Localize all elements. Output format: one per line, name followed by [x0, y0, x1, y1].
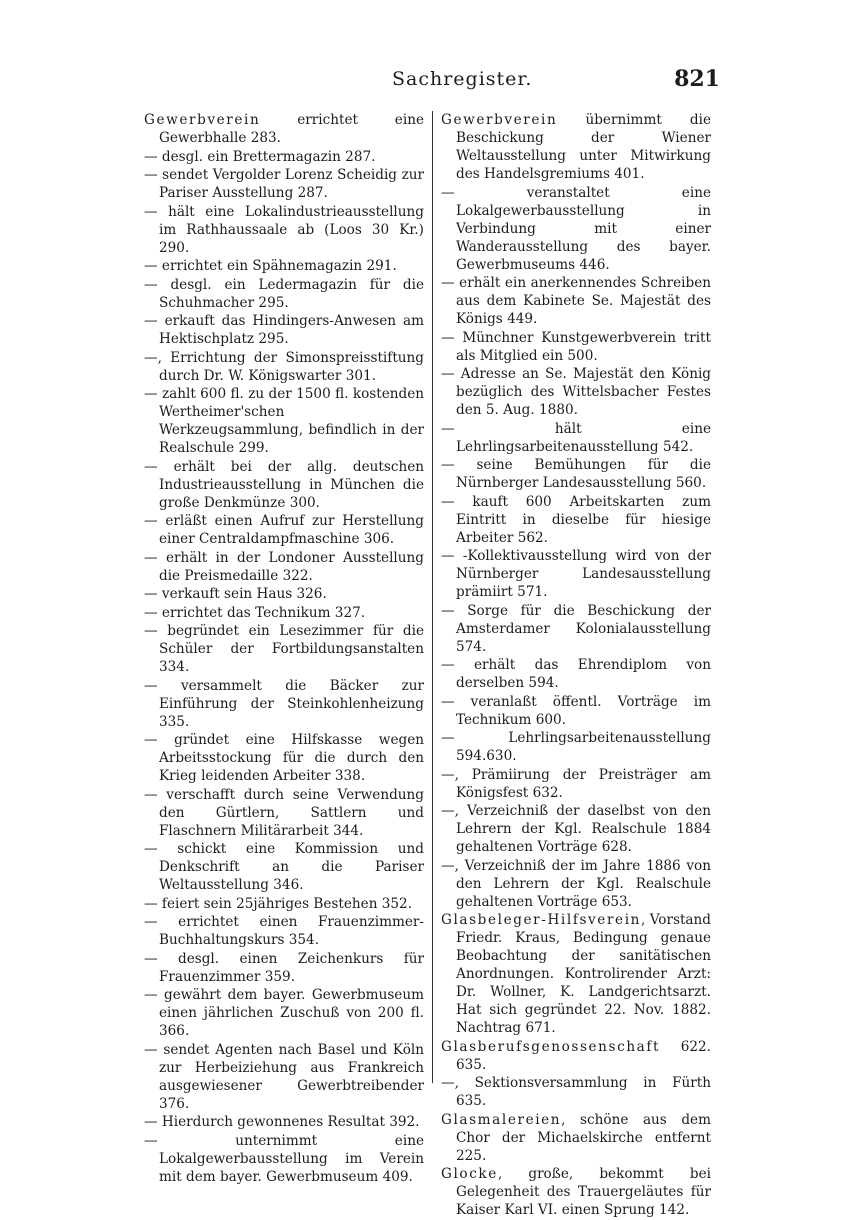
entry-text: — errichtet einen Frauenzimmer-Buchhaltungskurs 354. [144, 914, 424, 948]
entry-text: — erläßt einen Aufruf zur Herstellung einer Centraldampfmaschine 306. [144, 513, 424, 547]
entry-text: — errichtet ein Spähnemagazin 291. [144, 258, 397, 274]
entry-text: — gewährt dem bayer. Gewerbmuseum einen jährlichen Zuschuß von 200 fl. 366. [144, 987, 424, 1039]
entry-text: — seine Bemühungen für die Nürnberger Landesausstellung 560. [441, 457, 711, 491]
index-entry [144, 604, 424, 622]
index-entry [144, 166, 424, 202]
index-entry [441, 493, 711, 547]
index-entry [144, 111, 424, 147]
entry-headword: Glocke [441, 1166, 498, 1182]
entry-text: errichtet eine Gewerbhalle 283. [159, 112, 424, 146]
index-entry [441, 547, 711, 601]
index-entry [144, 1132, 424, 1186]
index-entry [144, 385, 424, 457]
index-entry [144, 585, 424, 603]
entry-headword: Gewerbverein [441, 112, 558, 128]
entry-headword: Gewerbverein [144, 112, 261, 128]
entry-text: — unternimmt eine Lokalgewerbausstellung im Verein mit dem bayer. Gewerbmuseum 409. [144, 1132, 424, 1185]
index-entry [144, 913, 424, 949]
entry-text: — begründet ein Lesezimmer für die Schüler der Fortbildungsanstalten 334. [144, 623, 424, 675]
index-entry [441, 602, 711, 656]
entry-text: — hält eine Lokalindustrieausstellung im Rathhaussaale ab (Loos 30 Kr.) 290. [144, 203, 424, 256]
index-entry [441, 274, 711, 328]
entry-text: — desgl. einen Zeichenkurs für Frauenzimmer 359. [144, 950, 424, 985]
index-entry [441, 766, 711, 802]
entry-text: — erhält in der Londoner Ausstellung die Preismedaille 322. [144, 549, 424, 584]
entry-text: — gründet eine Hilfskasse wegen Arbeitsstockung für die durch den Krieg leidenden Arbeiter 338. [144, 732, 424, 784]
index-entry [144, 622, 424, 676]
entry-text: —, Verzeichniß der im Jahre 1886 von den Lehrern der Kgl. Realschule gehaltenen Vorträge 653. [441, 857, 711, 910]
index-entry [441, 1111, 711, 1165]
page-header [140, 66, 720, 96]
index-entry [441, 1165, 711, 1219]
index-entry [144, 786, 424, 840]
entry-text: — versammelt die Bäcker zur Einführung der Steinkohlenheizung 335. [144, 677, 424, 730]
entry-text: — desgl. ein Brettermagazin 287. [144, 148, 376, 165]
entry-text: — sendet Agenten nach Basel und Köln zur Herbeiziehung aus Frankreich ausgewiesener Gewerbtreibender 376. [144, 1041, 424, 1112]
index-entry [441, 911, 711, 1037]
index-entry [441, 184, 711, 274]
index-entry [144, 840, 424, 894]
index-entry [144, 895, 424, 913]
entry-text: — verkauft sein Haus 326. [144, 586, 327, 602]
entry-text: — veranstaltet eine Lokalgewerbausstellung in Verbindung mit einer Wanderausstellung des bayer. Gewerbmuseums 446. [441, 184, 711, 273]
index-entry [144, 276, 424, 312]
entry-text: — Münchner Kunstgewerbverein tritt als Mitglied ein 500. [441, 329, 711, 364]
entry-text: — sendet Vergolder Lorenz Scheidig zur Pariser Ausstellung 287. [144, 167, 424, 201]
entry-text: —, Prämiirung der Preisträger am Königsfest 632. [441, 766, 711, 801]
index-entry [144, 458, 424, 512]
entry-text: — schickt eine Kommission und Denkschrift an die Pariser Weltausstellung 346. [144, 841, 424, 893]
running-head: Sachregister. [392, 68, 533, 90]
entry-text: — Hierdurch gewonnenes Resultat 392. [144, 1114, 420, 1130]
index-entry [441, 693, 711, 729]
entry-text: — erhält das Ehrendiplom von derselben 594. [441, 657, 711, 691]
entry-text: — desgl. ein Ledermagazin für die Schuhmacher 295. [144, 276, 424, 311]
entry-text: — errichtet das Technikum 327. [144, 604, 366, 621]
entry-text: — Adresse an Se. Majestät den König bezüglich des Wittelsbacher Festes den 5. Aug. 1880. [441, 366, 711, 418]
left-index-column [144, 111, 424, 1186]
index-entry [144, 1113, 424, 1131]
entry-text: — erhält bei der allg. deutschen Industrieausstellung in München die große Denkmünze 300. [144, 458, 424, 511]
index-entry [441, 857, 711, 911]
entry-text: — Sorge für die Beschickung der Amsterdamer Kolonialausstellung 574. [441, 602, 711, 655]
entry-headword: Glasberufsgenossenschaft [441, 1038, 661, 1055]
entry-text: — zahlt 600 fl. zu der 1500 fl. kostenden Wertheimer'schen Werkzeugsammlung, befindlich in der Realschule 299. [144, 386, 424, 456]
entry-text: — kauft 600 Arbeitskarten zum Eintritt in dieselbe für hiesige Arbeiter 562. [441, 493, 711, 546]
right-index-column [441, 111, 711, 1220]
index-entry [441, 329, 711, 365]
entry-text: —, Errichtung der Simonspreisstiftung durch Dr. W. Königswarter 301. [144, 349, 424, 384]
index-entry [144, 257, 424, 275]
entry-text: , große, bekommt bei Gelegenheit des Trauergeläutes für Kaiser Karl VI. einen Sprung 142. [456, 1166, 711, 1218]
index-entry [144, 986, 424, 1040]
page-number: 821 [674, 66, 720, 92]
index-entry [441, 111, 711, 183]
index-entry [441, 656, 711, 692]
index-entry [144, 512, 424, 548]
entry-text: , schöne aus dem Chor der Michaelskirche entfernt 225. [456, 1111, 711, 1164]
entry-headword: Glasmalereien [441, 1111, 562, 1128]
entry-text: — veranlaßt öffentl. Vorträge im Technikum 600. [441, 693, 711, 728]
entry-text: — erkauft das Hindingers-Anwesen am Hektischplatz 295. [144, 313, 424, 347]
index-entry [441, 365, 711, 419]
index-entry [144, 203, 424, 257]
index-entry [441, 729, 711, 765]
index-entry [441, 456, 711, 492]
entry-text: — verschafft durch seine Verwendung den Gürtlern, Sattlern und Flaschnern Militärarbeit 344. [144, 786, 424, 839]
column-divider [432, 111, 433, 1083]
index-entry [144, 312, 424, 348]
index-entry [441, 802, 711, 856]
entry-text: — erhält ein anerkennendes Schreiben aus dem Kabinete Se. Majestät des Königs 449. [441, 275, 711, 327]
index-entry [144, 950, 424, 986]
entry-text: , Vorstand Friedr. Kraus, Bedingung genaue Beobachtung der sanitätischen Anordnungen. Kontrolirender Arzt: Dr. Wollner, K. Landgerichtsarzt. Hat sich gegründet 22. Nov. 1882. Nachtrag 671. [456, 912, 711, 1036]
entry-text: —, Verzeichniß der daselbst von den Lehrern der Kgl. Realschule 1884 gehaltenen Vorträge 628. [441, 803, 711, 855]
index-entry [441, 1038, 711, 1074]
index-entry [441, 1074, 711, 1110]
entry-text: 622. 635. [456, 1038, 711, 1073]
index-entry [144, 148, 424, 166]
index-entry [144, 549, 424, 585]
index-entry [441, 420, 711, 456]
index-entry [144, 731, 424, 785]
index-entry [144, 1041, 424, 1113]
entry-text: —, Sektionsversammlung in Fürth 635. [441, 1075, 711, 1109]
entry-text: — feiert sein 25jähriges Bestehen 352. [144, 895, 413, 912]
entry-text: übernimmt die Beschickung der Wiener Weltausstellung unter Mitwirkung des Handelsgremiums 401. [456, 112, 711, 182]
index-entry [144, 349, 424, 385]
index-entry [144, 677, 424, 731]
entry-text: — Lehrlingsarbeitenausstellung 594.630. [441, 730, 711, 764]
entry-text: — -Kollektivausstellung wird von der Nürnberger Landesausstellung prämiirt 571. [441, 548, 711, 600]
entry-text: — hält eine Lehrlingsarbeitenausstellung 542. [441, 420, 711, 455]
entry-headword: Glasbeleger-Hilfsverein [441, 912, 641, 928]
